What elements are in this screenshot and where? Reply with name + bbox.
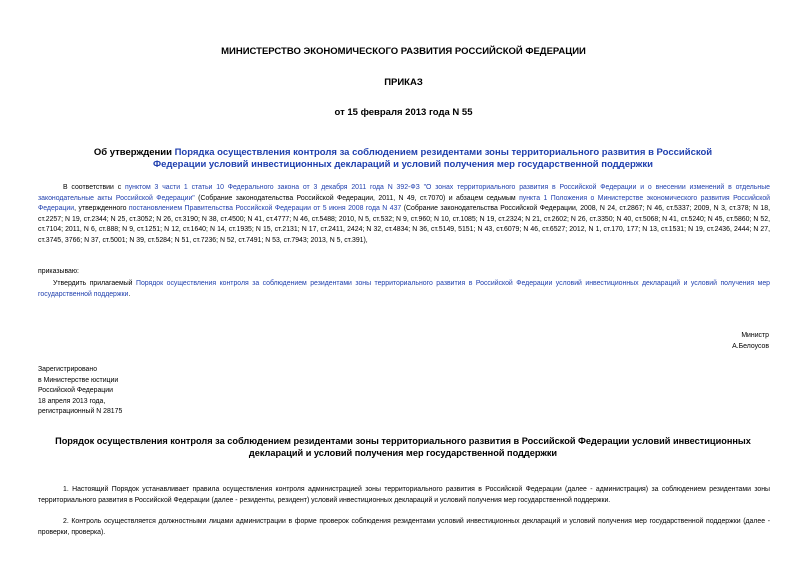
signature-block: [732, 331, 769, 352]
procedure-title: Порядок осуществления контроля за соблюдением резидентами зоны территориального развития в Российской Федерации условий инвестиционных деклараций и условий получения мер государственной поддержки: [55, 436, 751, 458]
order-heading: ПРИКАЗ: [384, 77, 423, 88]
government-decree-link[interactable]: постановлением Правительства Российской Федерации от 5 июня 2008 года N 437: [128, 205, 402, 213]
procedure-item-2: 2. Контроль осуществляется должностными лицами администрации в форме проверок соблюдения резидентами условий инвестиционных деклараций и условий получения мер государственной поддержки (далее - проверки, проверка).: [38, 518, 770, 536]
procedure-item-1: 1. Настоящий Порядок устанавливает правила осуществления контроля администрацией зоны территориального развития в Российской Федерации (далее - администрация) за соблюдением резидентами зоны территориального развития в Российской Федерации (далее - резиденты, резидент) условий инвестиционных деклараций и условий получения мер государственной поддержки.: [38, 486, 770, 504]
registration-line: в Министерстве юстиции: [38, 376, 119, 384]
registration-line: Зарегистрировано: [38, 366, 98, 373]
prikazyvayu-text: приказываю:: [38, 268, 79, 275]
preamble-paragraph: [38, 183, 770, 247]
order-date: от 15 февраля 2013 года N 55: [334, 107, 473, 118]
preamble-text-4: (Собрание законодательства Российской Федерации, 2008, N 24, ст.2867; N 46, ст.5337; 2009, N 3, ст.378; N 18, ст.2257; N 19, ст.2344; N 25, ст.3052; N 26, ст.3190; N 38, ст.4500; N 41, ст.4777; N 46, ст.5488; 2010, N 5, ст.532; N 9, ст.960; N 10, ст.1085; N 19, ст.2324; N 21, ст.2602; N 26, ст.3350; N 40, ст.5068; N 41, ст.5240; N 45, ст.5860; N 52, ст.7104; 2011, N 6, ст.888; N 9, ст.1251; N 12, ст.1640; N 14, ст.1935; N 15, ст.2131; N 17, ст.2411, 2424; N 32, ст.4834; N 36, ст.5149, 5151; N 43, ст.6079; N 46, ст.6527; 2012, N 1, ст.170, 177; N 13, ст.1531; N 19, ст.2436, 2444; N 27, ст.3745, 3766; N 37, ст.5001; N 39, ст.5284; N 51, ст.7236; N 52, ст.7491; N 53, ст.7943; 2013, N 5, ст.391),: [38, 205, 770, 244]
preamble-text-1: В соответствии с: [63, 184, 125, 191]
approved-procedure-link[interactable]: Порядок осуществления контроля за соблюдением резидентами зоны территориального развития в Российской Федерации условий инвестиционных деклараций и условий получения мер государственной поддержки: [38, 280, 771, 298]
signature-role: Министр: [741, 332, 769, 339]
signature-name: А.Белоусов: [732, 342, 769, 350]
subject-procedure-link[interactable]: Порядка осуществления контроля за соблюдением резидентами зоны территориального развития в Российской Федерации условий инвестиционных деклараций и условий получения мер государственной поддержки: [152, 147, 713, 170]
preamble-text-3: , утвержденного: [74, 205, 129, 213]
ministry-heading: МИНИСТЕРСТВО ЭКОНОМИЧЕСКОГО РАЗВИТИЯ РОССИЙСКОЙ ФЕДЕРАЦИИ: [221, 46, 586, 57]
approve-text-2: .: [128, 290, 131, 298]
regulation-link[interactable]: пункта 1 Положения о Министерстве экономического развития Российской Федерации: [38, 194, 771, 213]
registration-line: 18 апреля 2013 года,: [38, 397, 106, 405]
subject-prefix: Об утверждении: [93, 147, 175, 158]
order-subject: [93, 147, 713, 171]
registration-block: [38, 365, 122, 418]
federal-law-link[interactable]: пунктом 3 части 1 статьи 10 Федерального закона от 3 декабря 2011 года N 392-ФЗ "О зонах территориального развития в Российской Федерации и о внесении изменений в отдельные законодательные акты Российской Федерации": [38, 184, 770, 202]
approve-text-1: Утвердить прилагаемый: [53, 280, 137, 287]
preamble-text-2: (Собрание законодательства Российской Федерации, 2011, N 49, ст.7070) и абзацем седьмым: [194, 194, 520, 202]
registration-line: Российской Федерации: [38, 387, 113, 395]
registration-line: регистрационный N 28175: [38, 408, 123, 416]
approve-paragraph: [38, 279, 770, 300]
